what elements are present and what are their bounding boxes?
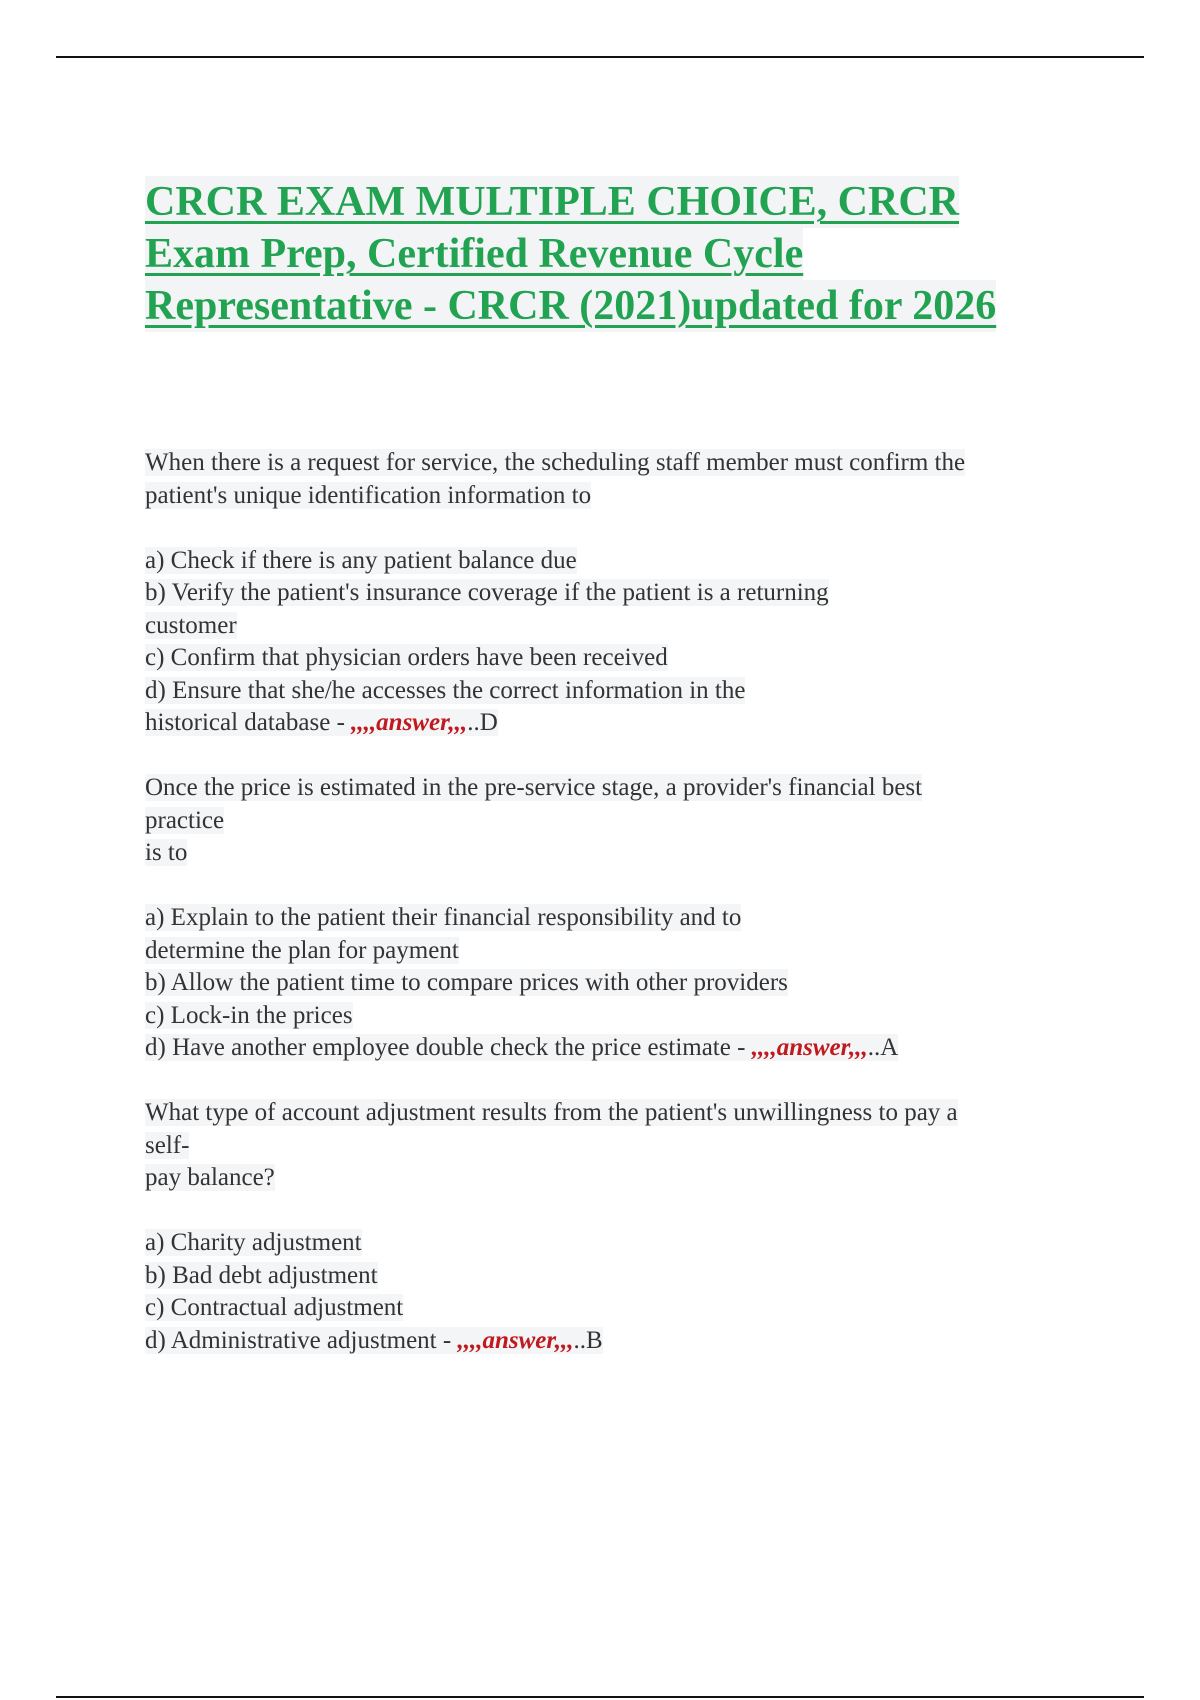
- document-title: [145, 176, 1085, 332]
- answer-option: c) Confirm that physician orders have been received: [145, 644, 668, 671]
- question-1: [145, 447, 1105, 740]
- answer-line: [145, 707, 1105, 740]
- answer-option: a) Charity adjustment: [145, 1229, 362, 1256]
- question-3: [145, 1097, 1105, 1357]
- question-stem-line: Once the price is estimated in the pre-service stage, a provider's financial best: [145, 774, 923, 801]
- question-stem-line: pay balance?: [145, 1164, 275, 1191]
- answer-marker: ,,,,answer,,,: [751, 1034, 868, 1061]
- answer-option: b) Allow the patient time to compare prices with other providers: [145, 969, 788, 996]
- answer-marker: ,,,,answer,,,: [457, 1326, 574, 1354]
- title-line-2: Exam Prep, Certified Revenue Cycle: [145, 228, 803, 280]
- answer-option: c) Contractual adjustment: [145, 1294, 404, 1321]
- title-line-3: Representative - CRCR (2021)updated for 2026: [145, 280, 996, 332]
- bottom-rule: [56, 1696, 1144, 1698]
- answer-option: a) Explain to the patient their financial responsibility and to: [145, 904, 742, 931]
- question-stem-line: When there is a request for service, the scheduling staff member must confirm the: [145, 449, 966, 476]
- answer-option: c) Lock-in the prices: [145, 1001, 353, 1029]
- question-stem-line: patient's unique identification information to: [145, 481, 592, 509]
- answer-line: [145, 1032, 1105, 1065]
- question-stem-line: What type of account adjustment results from the patient's unwillingness to pay a: [145, 1099, 958, 1126]
- question-stem-line: practice: [145, 806, 225, 834]
- answer-letter: ..B: [573, 1326, 603, 1354]
- answer-letter: ..D: [467, 709, 498, 736]
- question-stem-line: self-: [145, 1131, 190, 1159]
- answer-line: [145, 1325, 1105, 1358]
- title-line-1: CRCR EXAM MULTIPLE CHOICE, CRCR: [145, 176, 959, 228]
- answer-option: determine the plan for payment: [145, 936, 459, 964]
- answer-option: d) Ensure that she/he accesses the correct information in the: [145, 676, 746, 704]
- answer-option: a) Check if there is any patient balance due: [145, 546, 577, 574]
- top-rule: [56, 56, 1144, 58]
- question-stem-line: is to: [145, 839, 188, 866]
- answer-option: b) Verify the patient's insurance coverage if the patient is a returning: [145, 579, 829, 606]
- answer-line-prefix: historical database -: [145, 709, 352, 736]
- question-2: [145, 772, 1105, 1065]
- answer-marker: ,,,,answer,,,: [351, 709, 468, 736]
- answer-option: customer: [145, 611, 237, 639]
- answer-option: b) Bad debt adjustment: [145, 1261, 378, 1289]
- answer-line-prefix: d) Have another employee double check the price estimate -: [145, 1034, 752, 1061]
- answer-letter: ..A: [867, 1034, 899, 1061]
- answer-line-prefix: d) Administrative adjustment -: [145, 1326, 458, 1354]
